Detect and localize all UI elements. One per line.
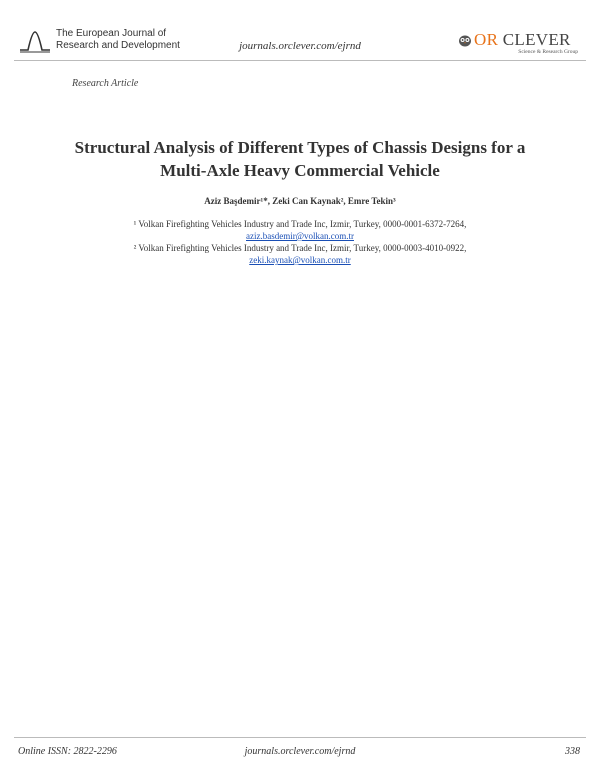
affiliation-1 — [60, 218, 540, 242]
affiliation-1-text: ¹ Volkan Firefighting Vehicles Industry and Trade Inc, Izmir, Turkey, 0000-0001-6372-7264, — [133, 219, 467, 229]
footer-issn: Online ISSN: 2822-2296 — [18, 746, 117, 757]
journal-name-line2: Research and Development — [56, 40, 180, 51]
affiliation-1-email-link[interactable]: aziz.basdemir@volkan.com.tr — [246, 231, 354, 241]
header-divider — [14, 60, 586, 61]
footer-divider — [14, 737, 586, 738]
paper-title: Structural Analysis of Different Types of Chassis Designs for a Multi-Axle Heavy Commercial Vehicle — [74, 138, 526, 180]
publisher-logo — [458, 30, 578, 56]
publisher-brand — [474, 30, 571, 50]
page-number: 338 — [565, 746, 580, 757]
journal-name-line1: The European Journal of — [56, 28, 167, 39]
footer-url-link[interactable]: journals.orclever.com/ejrnd — [244, 746, 356, 757]
publisher-tagline: Science & Research Group — [518, 49, 578, 55]
header-url-link[interactable]: journals.orclever.com/ejrnd — [239, 40, 361, 52]
publisher-brand-clever: CLEVER — [502, 30, 571, 49]
publisher-brand-or: OR — [474, 30, 499, 49]
affiliation-2-text: ² Volkan Firefighting Vehicles Industry and Trade Inc, Izmir, Turkey, 0000-0003-4010-0922, — [133, 243, 467, 253]
affiliation-2-email-link[interactable]: zeki.kaynak@volkan.com.tr — [249, 255, 351, 265]
page-header — [0, 0, 600, 62]
owl-icon — [458, 33, 472, 47]
author-list: Aziz Başdemir¹*, Zeki Can Kaynak², Emre Tekin³ — [204, 196, 396, 206]
affiliation-2 — [60, 242, 540, 266]
article-type: Research Article — [72, 78, 139, 89]
